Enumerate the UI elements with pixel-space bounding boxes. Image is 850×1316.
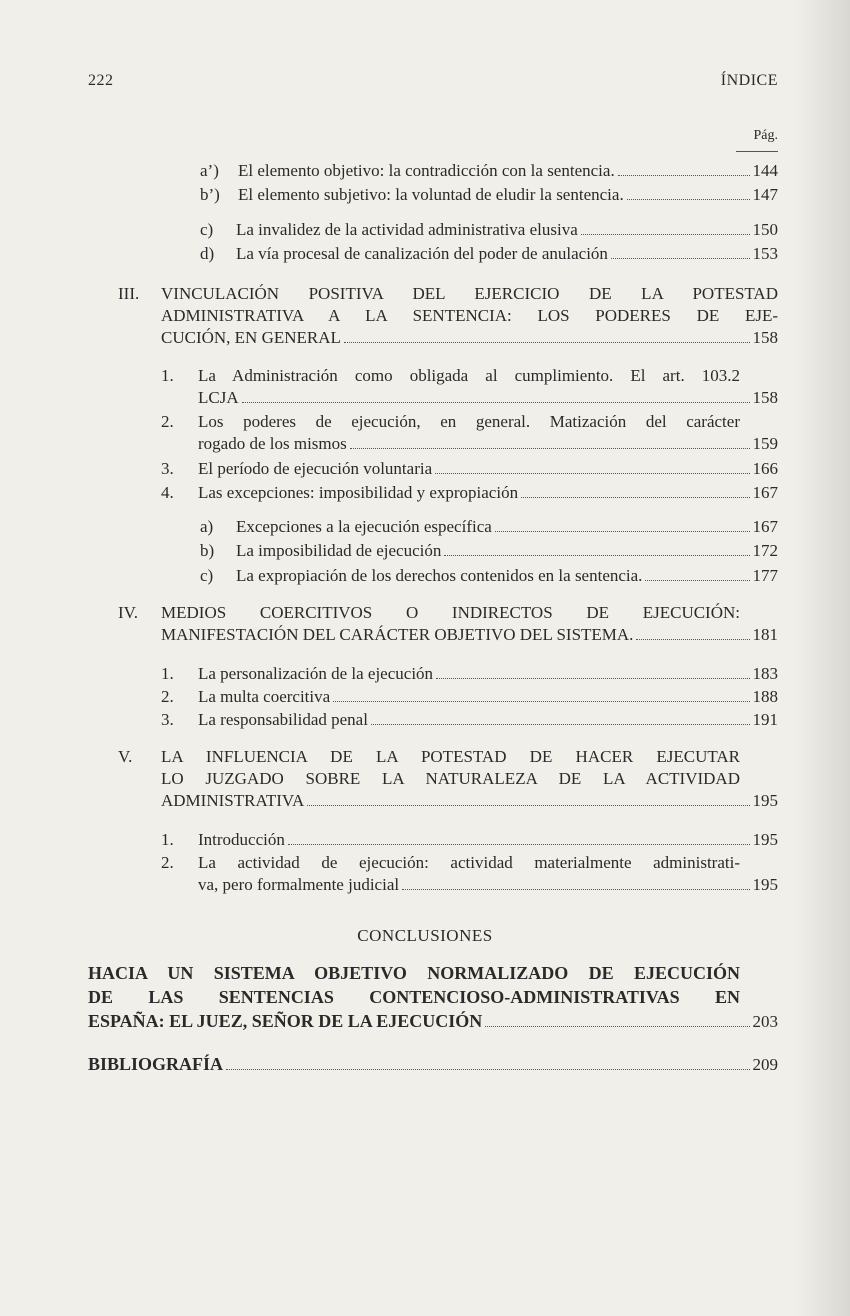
toc-section bbox=[118, 283, 778, 349]
running-header: ÍNDICE bbox=[720, 72, 778, 89]
conclusions-entry bbox=[88, 961, 778, 1034]
entry-text: El elemento objetivo: la contradicción con la sentencia. bbox=[238, 161, 615, 180]
entry-mark: 2. bbox=[161, 687, 174, 706]
conclusions-heading: CONCLUSIONES bbox=[357, 926, 493, 945]
toc-entry bbox=[200, 565, 778, 587]
entry-page: 209 bbox=[752, 1055, 778, 1074]
toc-section bbox=[118, 602, 778, 646]
section-mark: IV. bbox=[118, 603, 138, 622]
entry-mark: 2. bbox=[161, 412, 174, 431]
entry-page: 195 bbox=[752, 830, 778, 849]
entry-text: Excepciones a la ejecución específica bbox=[236, 517, 492, 536]
page-edge-shadow bbox=[795, 0, 850, 1316]
entry-text: La actividad de ejecución: actividad materialmente administrati- bbox=[198, 853, 740, 872]
entry-mark: 4. bbox=[161, 483, 174, 502]
conclusions-line: HACIA UN SISTEMA OBJETIVO NORMALIZADO DE EJECUCIÓN bbox=[88, 963, 740, 983]
entry-page: 158 bbox=[752, 328, 778, 347]
entry-page: 195 bbox=[752, 791, 778, 810]
conclusions-line: ESPAÑA: EL JUEZ, SEÑOR DE LA EJECUCIÓN bbox=[88, 1011, 483, 1031]
entry-page: 172 bbox=[752, 541, 778, 560]
section-line: LO JUZGADO SOBRE LA NATURALEZA DE LA ACTIVIDAD bbox=[161, 769, 740, 788]
entry-mark: c) bbox=[200, 220, 214, 239]
toc-entry bbox=[161, 482, 778, 504]
entry-mark: c) bbox=[200, 566, 214, 585]
entry-page: 150 bbox=[752, 220, 778, 239]
bibliography-title: BIBLIOGRAFÍA bbox=[88, 1054, 224, 1074]
entry-text: La invalidez de la actividad administrativa elusiva bbox=[236, 220, 578, 239]
section-line: ADMINISTRATIVA bbox=[161, 791, 305, 810]
entry-text: La multa coercitiva bbox=[198, 687, 331, 706]
entry-mark: 3. bbox=[161, 459, 174, 478]
entry-mark: 1. bbox=[161, 366, 174, 385]
entry-text: La responsabilidad penal bbox=[198, 710, 368, 729]
entry-page: 195 bbox=[752, 875, 778, 894]
entry-page: 167 bbox=[752, 483, 778, 502]
pag-column-label: Pág. bbox=[753, 128, 778, 143]
entry-page: 166 bbox=[752, 459, 778, 478]
entry-page: 158 bbox=[752, 388, 778, 407]
entry-text: La imposibilidad de ejecución bbox=[236, 541, 442, 560]
page-number: 222 bbox=[88, 72, 114, 89]
entry-page: 147 bbox=[752, 185, 778, 204]
entry-mark: a) bbox=[200, 517, 214, 536]
entry-text: Introducción bbox=[198, 830, 285, 849]
entry-text: La personalización de la ejecución bbox=[198, 664, 434, 683]
toc-entry bbox=[200, 540, 778, 562]
entry-text: Las excepciones: imposibilidad y expropiación bbox=[198, 483, 519, 502]
entry-page: 183 bbox=[752, 664, 778, 683]
entry-mark: a’) bbox=[200, 161, 219, 180]
pag-rule bbox=[736, 151, 778, 152]
entry-text: La Administración como obligada al cumplimiento. El art. 103.2 bbox=[198, 366, 740, 385]
entry-text: Los poderes de ejecución, en general. Matización del carácter bbox=[198, 412, 740, 431]
toc-entry bbox=[161, 686, 778, 708]
entry-page: 191 bbox=[752, 710, 778, 729]
entry-mark: 3. bbox=[161, 710, 174, 729]
entry-page: 188 bbox=[752, 687, 778, 706]
toc-entry bbox=[200, 160, 778, 182]
entry-page: 159 bbox=[752, 434, 778, 453]
toc-entry bbox=[161, 709, 778, 731]
entry-text: La expropiación de los derechos contenidos en la sentencia. bbox=[236, 566, 643, 585]
conclusions-line: DE LAS SENTENCIAS CONTENCIOSO-ADMINISTRATIVAS EN bbox=[88, 987, 740, 1007]
bibliography-entry bbox=[88, 1053, 778, 1076]
toc-entry bbox=[161, 458, 778, 480]
toc-entry bbox=[161, 829, 778, 851]
entry-mark: 2. bbox=[161, 853, 174, 872]
section-line: MEDIOS COERCITIVOS O INDIRECTOS DE EJECUCIÓN: bbox=[161, 603, 740, 622]
entry-text: El período de ejecución voluntaria bbox=[198, 459, 433, 478]
entry-page: 177 bbox=[752, 566, 778, 585]
section-line: LA INFLUENCIA DE LA POTESTAD DE HACER EJECUTAR bbox=[161, 747, 740, 766]
toc-entry bbox=[161, 852, 778, 896]
entry-page: 153 bbox=[752, 244, 778, 263]
section-line: ADMINISTRATIVA A LA SENTENCIA: LOS PODERES DE EJE- bbox=[161, 306, 778, 325]
entry-page: 181 bbox=[752, 625, 778, 644]
toc-entry bbox=[161, 663, 778, 685]
entry-text: va, pero formalmente judicial bbox=[198, 875, 400, 894]
entry-text: rogado de los mismos bbox=[198, 434, 347, 453]
entry-page: 203 bbox=[752, 1012, 778, 1031]
entry-mark: d) bbox=[200, 244, 215, 263]
toc-entry bbox=[200, 184, 778, 206]
section-line: VINCULACIÓN POSITIVA DEL EJERCICIO DE LA POTESTAD bbox=[161, 284, 778, 303]
toc-entry bbox=[200, 516, 778, 538]
section-line: CUCIÓN, EN GENERAL bbox=[161, 328, 341, 347]
toc-entry bbox=[161, 365, 778, 409]
section-mark: III. bbox=[118, 284, 140, 303]
toc-entry bbox=[200, 243, 778, 265]
toc-entry bbox=[161, 411, 778, 455]
toc-entry bbox=[200, 219, 778, 241]
entry-mark: 1. bbox=[161, 664, 174, 683]
entry-page: 144 bbox=[752, 161, 778, 180]
entry-page: 167 bbox=[752, 517, 778, 536]
entry-text: El elemento subjetivo: la voluntad de eludir la sentencia. bbox=[238, 185, 624, 204]
section-line: MANIFESTACIÓN DEL CARÁCTER OBJETIVO DEL SISTEMA. bbox=[161, 625, 634, 644]
entry-text: La vía procesal de canalización del poder de anulación bbox=[236, 244, 608, 263]
entry-mark: b) bbox=[200, 541, 215, 560]
entry-mark: 1. bbox=[161, 830, 174, 849]
toc-section bbox=[118, 746, 778, 812]
entry-mark: b’) bbox=[200, 185, 220, 204]
section-mark: V. bbox=[118, 747, 133, 766]
entry-text: LCJA bbox=[198, 388, 239, 407]
